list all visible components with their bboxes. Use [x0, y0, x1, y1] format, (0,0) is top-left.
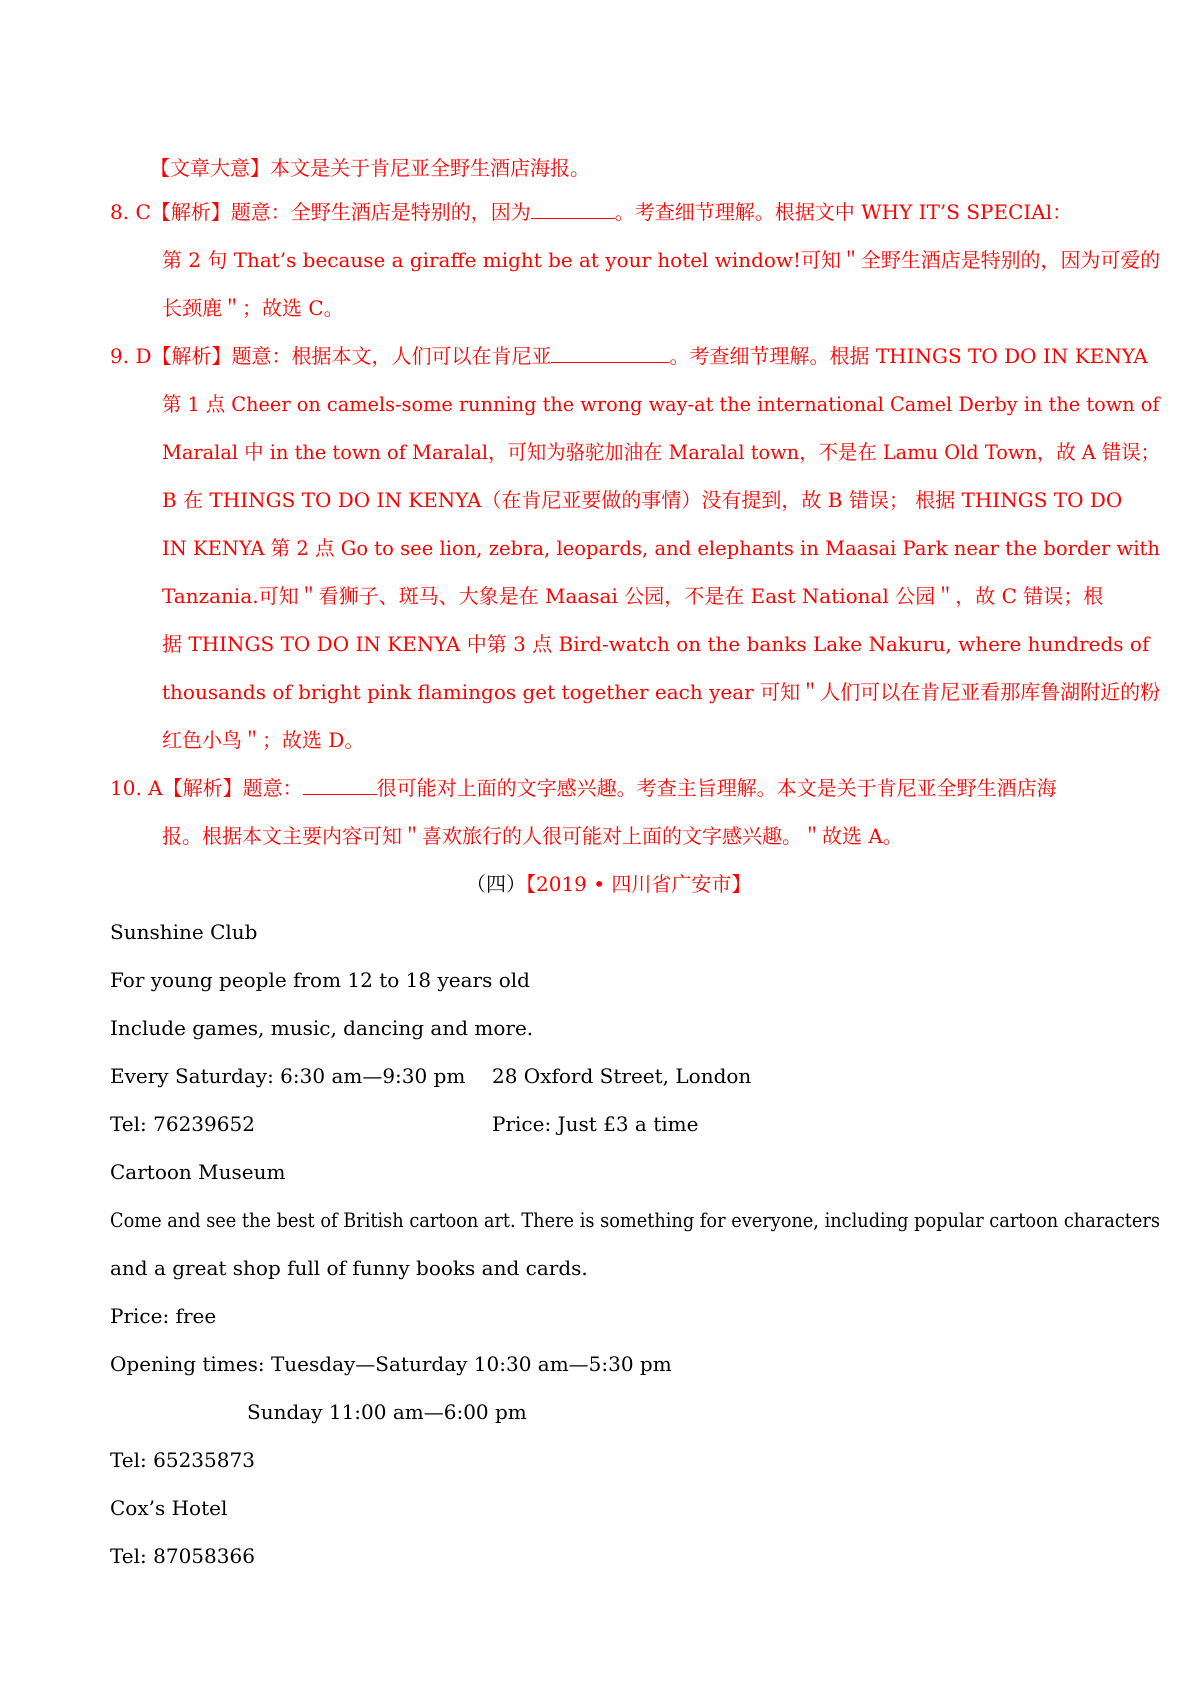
article-summary [150, 156, 590, 180]
q8-blank [531, 202, 615, 219]
cartoon-museum-desc-line1: Come and see the best of British cartoon art. There is something for everyone, including popular cartoon characters [110, 1208, 1160, 1232]
cartoon-museum-price: Price: free [110, 1304, 217, 1328]
sunshine-club-include: Include games, music, dancing and more. [110, 1016, 534, 1040]
q9-analysis-line8: thousands of bright pink flamingos get together each year 可知＂人们可以在肯尼亚看那库鲁湖附近的粉 [162, 680, 1161, 704]
q8-head-a: 8. C【解析】题意：全野生酒店是特别的，因为 [110, 200, 531, 224]
sunshine-club-time: Every Saturday: 6:30 am—9:30 pm [110, 1064, 466, 1088]
cartoon-museum-opening-sunday: Sunday 11:00 am—6:00 pm [247, 1400, 527, 1424]
q9-analysis-line2: 第 1 点 Cheer on camels-some running the wrong way-at the international Camel Derby in the town of [162, 392, 1160, 416]
cox-hotel-tel: Tel: 87058366 [110, 1544, 255, 1568]
q10-head-b: 很可能对上面的文字感兴趣。考查主旨理解。本文是关于肯尼亚全野生酒店海 [376, 776, 1057, 800]
summary-label: 【文章大意】 [150, 156, 270, 180]
q8-analysis-line2: 第 2 句 That’s because a giraffe might be at your hotel window!可知＂全野生酒店是特别的，因为可爱的 [162, 248, 1161, 272]
cartoon-museum-tel: Tel: 65235873 [110, 1448, 255, 1472]
q9-analysis-line6: Tanzania.可知＂看狮子、斑马、大象是在 Maasai 公园，不是在 East National 公园＂，故 C 错误；根 [162, 584, 1104, 608]
q9-head-a: 9. D【解析】题意：根据本文，人们可以在肯尼亚 [110, 344, 552, 368]
section-source: 【2019 • 四川省广安市】 [526, 872, 752, 896]
cox-hotel-title: Cox’s Hotel [110, 1496, 228, 1520]
q10-head-a: 10. A【解析】题意： [110, 776, 303, 800]
q10-analysis-line1 [110, 776, 1057, 800]
q9-analysis-line4: B 在 THINGS TO DO IN KENYA（在肯尼亚要做的事情）没有提到，故 B 错误； 根据 THINGS TO DO [162, 488, 1123, 512]
q8-head-b: 。考查细节理解。根据文中 WHY IT’S SPECIAl： [614, 200, 1073, 224]
q9-analysis-line1 [110, 344, 1148, 368]
cartoon-museum-desc-line2: and a great shop full of funny books and cards. [110, 1256, 588, 1280]
sunshine-club-price: Price: Just £3 a time [492, 1112, 699, 1136]
section-heading [466, 872, 751, 896]
summary-text: 本文是关于肯尼亚全野生酒店海报。 [270, 156, 590, 180]
q9-analysis-line3: Maralal 中 in the town of Maralal，可知为骆驼加油在 Maralal town，不是在 Lamu Old Town，故 A 错误； [162, 440, 1161, 464]
q9-analysis-line9: 红色小鸟＂；故选 D。 [162, 728, 365, 752]
sunshine-club-address: 28 Oxford Street, London [492, 1064, 752, 1088]
sunshine-club-title: Sunshine Club [110, 920, 258, 944]
q8-analysis-line3: 长颈鹿＂；故选 C。 [162, 296, 344, 320]
cartoon-museum-title: Cartoon Museum [110, 1160, 286, 1184]
q8-analysis-line1 [110, 200, 1072, 224]
q9-analysis-line5: IN KENYA 第 2 点 Go to see lion, zebra, leopards, and elephants in Maasai Park near the border with [162, 536, 1160, 560]
sunshine-club-tel: Tel: 76239652 [110, 1112, 255, 1136]
q9-blank [551, 346, 669, 363]
q9-head-b: 。考查细节理解。根据 THINGS TO DO IN KENYA [669, 344, 1148, 368]
q9-analysis-line7: 据 THINGS TO DO IN KENYA 中第 3 点 Bird-watch on the banks Lake Nakuru, where hundreds of [162, 632, 1150, 656]
section-number: （四） [466, 872, 526, 896]
cartoon-museum-opening-weekdays: Opening times: Tuesday—Saturday 10:30 am—5:30 pm [110, 1352, 672, 1376]
q10-blank [303, 778, 377, 795]
sunshine-club-age: For young people from 12 to 18 years old [110, 968, 530, 992]
q10-analysis-line2: 报。根据本文主要内容可知＂喜欢旅行的人很可能对上面的文字感兴趣。＂故选 A。 [162, 824, 903, 848]
